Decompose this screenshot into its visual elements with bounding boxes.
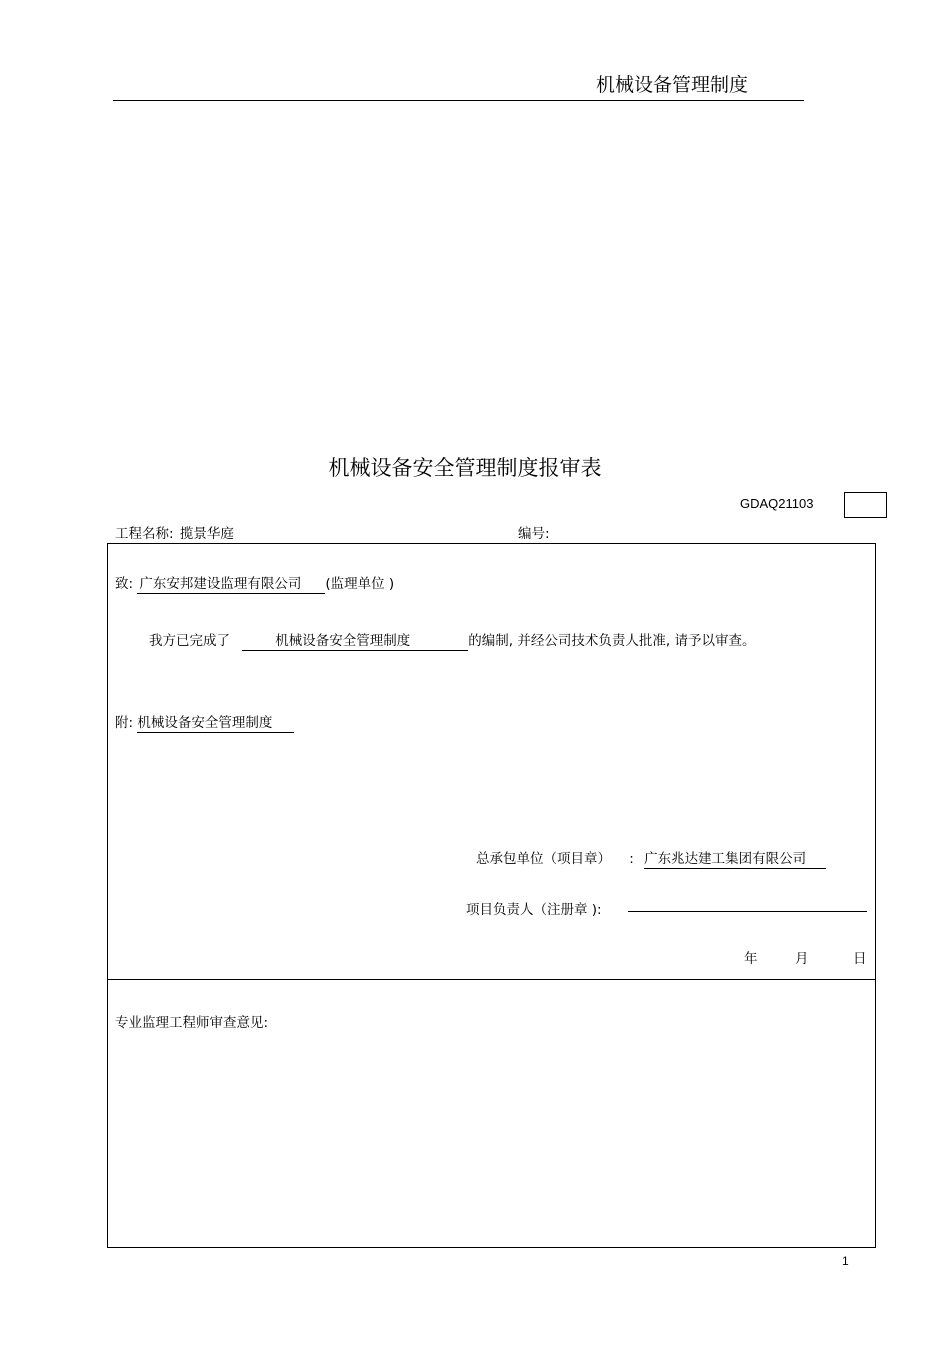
attachment-label: 附: xyxy=(115,715,134,731)
date-year: 年 xyxy=(744,951,758,967)
statement-row xyxy=(149,629,755,651)
manager-label: 项目负责人（注册章 ): xyxy=(466,902,602,918)
form-code: GDAQ21103 xyxy=(740,496,814,511)
contractor-colon: : xyxy=(629,851,634,867)
manager-signature-field[interactable] xyxy=(628,911,867,912)
number-label: 编号: xyxy=(518,526,550,542)
header-title: 机械设备管理制度 xyxy=(596,74,749,96)
project-row xyxy=(115,522,252,544)
engineer-opinion-label: 专业监理工程师审查意见: xyxy=(115,1015,269,1031)
to-label: 致: xyxy=(115,576,134,592)
form-code-box[interactable] xyxy=(844,492,887,518)
project-name-field[interactable]: 揽景华庭 xyxy=(178,522,252,544)
header-divider xyxy=(113,100,804,101)
engineer-opinion-field[interactable] xyxy=(110,1036,870,1241)
date-day: 日 xyxy=(853,951,867,967)
to-row xyxy=(115,572,394,594)
page-number: 1 xyxy=(842,1254,849,1268)
form-title: 机械设备安全管理制度报审表 xyxy=(328,456,602,480)
date-month: 月 xyxy=(795,951,809,967)
project-label: 工程名称: xyxy=(115,526,174,542)
attachment-row xyxy=(115,711,294,733)
statement-document-field[interactable]: 机械设备安全管理制度 xyxy=(242,629,468,651)
contractor-label: 总承包单位（项目章） xyxy=(476,851,611,867)
statement-prefix: 我方已完成了 xyxy=(149,633,230,649)
contractor-row xyxy=(476,847,826,869)
attachment-field[interactable]: 机械设备安全管理制度 xyxy=(137,711,294,733)
contractor-name-field[interactable]: 广东兆达建工集团有限公司 xyxy=(644,847,826,869)
supervision-company-field[interactable]: 广东安邦建设监理有限公司 xyxy=(137,572,325,594)
table-divider xyxy=(108,979,875,980)
supervision-unit-note: (监理单位 ) xyxy=(325,576,395,592)
statement-suffix: 的编制, 并经公司技术负责人批准, 请予以审查。 xyxy=(468,633,756,649)
